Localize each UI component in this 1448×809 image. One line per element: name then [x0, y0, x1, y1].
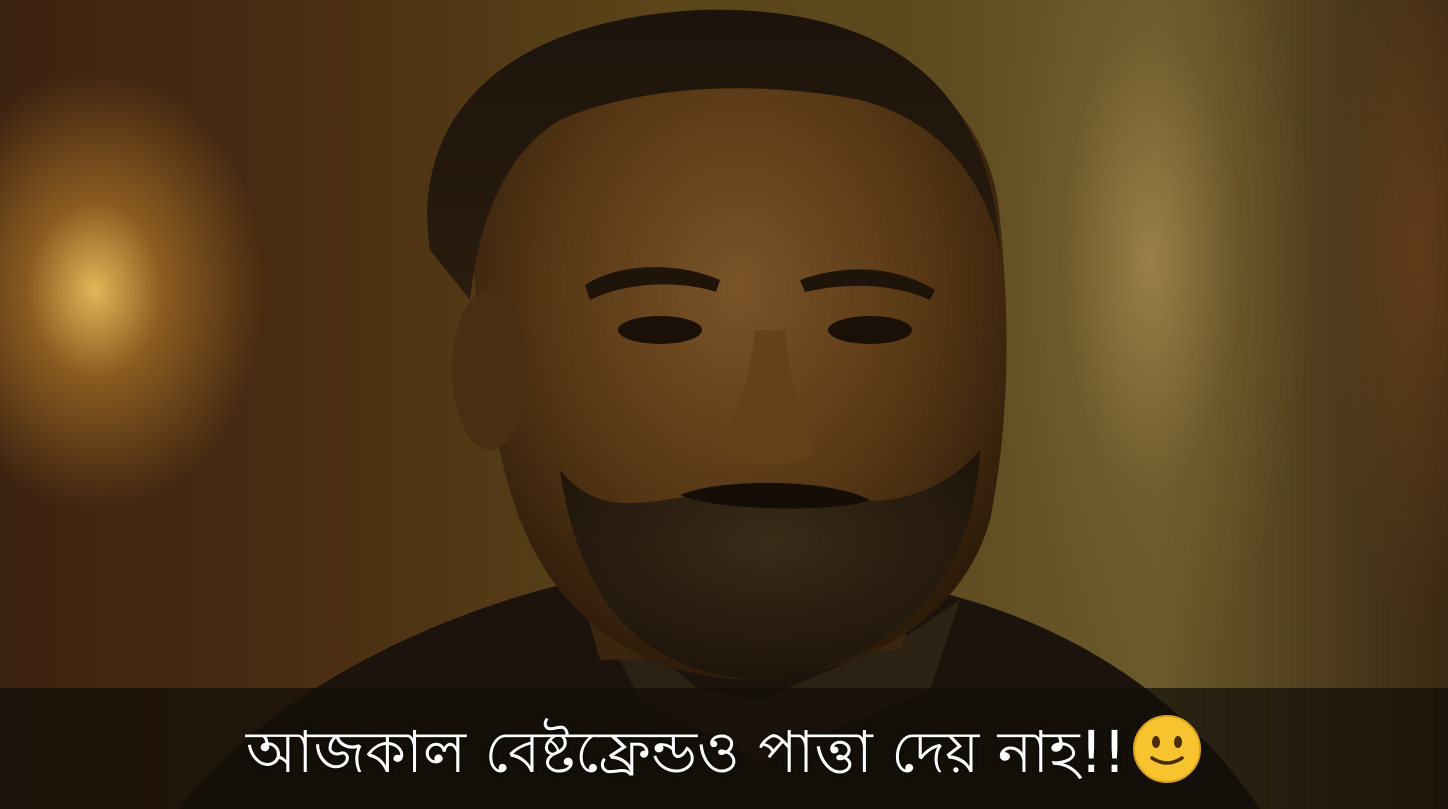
meme-caption — [0, 708, 1448, 808]
ear — [452, 290, 528, 450]
right-eye — [828, 316, 912, 344]
slightly-smiling-face-icon — [1132, 714, 1202, 808]
left-eye — [618, 316, 702, 344]
caption-text: আজকাল বেষ্টফ্রেন্ডও পাত্তা দেয় নাহ!! — [245, 718, 1127, 786]
